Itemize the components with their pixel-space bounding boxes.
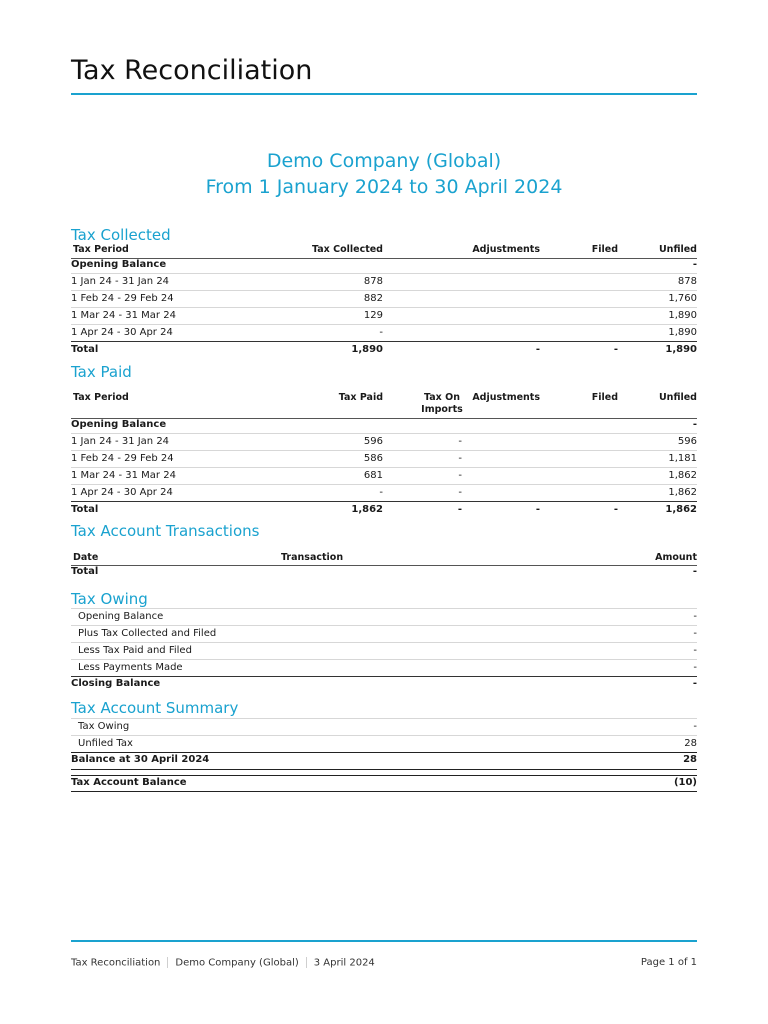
row-label: Less Tax Paid and Filed: [78, 645, 192, 656]
column-header: Unfiled: [658, 244, 697, 255]
paid-cell: -: [379, 487, 383, 498]
table-row: [71, 274, 697, 291]
collected-cell: 882: [363, 293, 383, 304]
total-unfiled: 1,862: [665, 504, 697, 515]
column-header: Filed: [591, 392, 618, 403]
unfiled-cell: 1,890: [668, 327, 697, 338]
table-header-row: [71, 552, 697, 566]
collected-cell: -: [379, 327, 383, 338]
paid-cell: 681: [363, 470, 383, 481]
account-balance-bottom-rule: [71, 791, 697, 792]
table-row: [71, 468, 697, 485]
unfiled-cell: 878: [677, 276, 697, 287]
table-row: [71, 736, 697, 753]
total-label: Total: [71, 344, 99, 355]
table-header-row: [71, 244, 697, 259]
total-filed: -: [613, 504, 618, 515]
summary-table: [71, 718, 697, 770]
table-row: [71, 485, 697, 502]
total-adjustments: -: [535, 344, 540, 355]
total-paid: 1,862: [351, 504, 383, 515]
column-header: Tax On: [424, 392, 460, 403]
page-number: Page 1 of 1: [640, 957, 697, 968]
row-label: Unfiled Tax: [78, 738, 133, 749]
table-row: [71, 719, 697, 736]
column-header: Unfiled: [658, 392, 697, 403]
unfiled-cell: 596: [677, 436, 697, 447]
tax-collected-table: [71, 244, 697, 358]
footer-separator: [306, 957, 307, 968]
row-label: Opening Balance: [71, 259, 167, 270]
imports-cell: -: [458, 470, 462, 481]
row-label: Balance at 30 April 2024: [71, 754, 210, 765]
total-collected: 1,890: [351, 344, 383, 355]
row-value: -: [693, 628, 697, 639]
footer-report-name: Tax Reconciliation: [71, 957, 161, 969]
table-row: [71, 660, 697, 677]
period-cell: 1 Apr 24 - 30 Apr 24: [71, 487, 173, 498]
period-cell: 1 Apr 24 - 30 Apr 24: [71, 327, 173, 338]
footer-divider: [71, 940, 697, 942]
total-adjustments: -: [535, 504, 540, 515]
imports-cell: -: [458, 487, 462, 498]
title-divider: [71, 93, 697, 95]
total-row: [71, 342, 697, 358]
row-label: Plus Tax Collected and Filed: [78, 628, 217, 639]
report-period: From 1 January 2024 to 30 April 2024: [205, 176, 563, 198]
row-value: 28: [684, 738, 697, 749]
unfiled-cell: 1,181: [668, 453, 697, 464]
total-row: [71, 566, 697, 580]
column-header: Tax Collected: [312, 244, 383, 255]
section-heading-tax-paid: Tax Paid: [71, 363, 132, 381]
row-label: Less Payments Made: [78, 662, 183, 673]
unfiled-cell: 1,890: [668, 310, 697, 321]
transactions-table: [71, 552, 697, 580]
table-row: [71, 291, 697, 308]
column-header: Adjustments: [472, 392, 540, 403]
period-cell: 1 Jan 24 - 31 Jan 24: [71, 436, 170, 447]
unfiled-value: -: [692, 419, 697, 430]
period-cell: 1 Feb 24 - 29 Feb 24: [71, 293, 174, 304]
row-value: -: [693, 721, 697, 732]
tax-owing-table: [71, 608, 697, 691]
unfiled-cell: 1,862: [668, 470, 697, 481]
row-label: Tax Owing: [78, 721, 130, 732]
table-row: [71, 308, 697, 325]
collected-cell: 129: [363, 310, 383, 321]
total-amount: -: [692, 566, 697, 577]
footer-company: Demo Company (Global): [175, 957, 299, 969]
column-header: Transaction: [281, 552, 344, 563]
footer-separator: [167, 957, 168, 968]
period-cell: 1 Jan 24 - 31 Jan 24: [71, 276, 170, 287]
row-value: (10): [673, 777, 697, 788]
row-value: -: [692, 678, 697, 689]
column-header: Date: [73, 552, 99, 563]
row-value: 28: [683, 754, 697, 765]
collected-cell: 878: [363, 276, 383, 287]
row-label: Closing Balance: [71, 678, 161, 689]
paid-cell: 596: [363, 436, 383, 447]
row-label: Opening Balance: [71, 419, 167, 430]
period-cell: 1 Mar 24 - 31 Mar 24: [71, 470, 176, 481]
unfiled-value: -: [692, 259, 697, 270]
opening-balance-row: [71, 259, 697, 274]
row-value: -: [693, 611, 697, 622]
row-label: Opening Balance: [78, 611, 164, 622]
row-value: -: [693, 662, 697, 673]
tax-paid-table: [71, 392, 697, 518]
closing-balance-row: [71, 677, 697, 691]
period-cell: 1 Feb 24 - 29 Feb 24: [71, 453, 174, 464]
column-header: Amount: [655, 552, 697, 563]
total-filed: -: [613, 344, 618, 355]
period-cell: 1 Mar 24 - 31 Mar 24: [71, 310, 176, 321]
page-footer: [71, 957, 697, 969]
page-title: Tax Reconciliation: [71, 55, 313, 86]
account-balance-top-rule: [71, 775, 697, 776]
column-header: Tax Period: [73, 392, 129, 403]
table-row: [71, 451, 697, 468]
column-header: Tax Period: [73, 244, 129, 255]
column-header: Tax Paid: [338, 392, 383, 403]
column-header: Adjustments: [472, 244, 540, 255]
row-value: -: [693, 645, 697, 656]
opening-balance-row: [71, 419, 697, 434]
imports-cell: -: [458, 436, 462, 447]
table-row: [71, 643, 697, 660]
total-label: Total: [71, 504, 99, 515]
total-imports: -: [457, 504, 462, 515]
table-header-row: [71, 392, 697, 419]
section-heading-tax-collected: Tax Collected: [71, 226, 171, 244]
row-label: Tax Account Balance: [71, 777, 187, 788]
table-row: [71, 609, 697, 626]
table-row: [71, 434, 697, 451]
footer-date: 3 April 2024: [313, 957, 375, 969]
company-name: Demo Company (Global): [266, 150, 502, 172]
unfiled-cell: 1,760: [668, 293, 697, 304]
total-label: Total: [71, 566, 99, 577]
balance-row: [71, 753, 697, 770]
column-header: Imports: [421, 404, 463, 415]
section-heading-tax-owing: Tax Owing: [71, 590, 148, 608]
table-row: [71, 626, 697, 643]
total-unfiled: 1,890: [665, 344, 697, 355]
section-heading-transactions: Tax Account Transactions: [71, 522, 260, 540]
table-row: [71, 325, 697, 342]
paid-cell: 586: [363, 453, 383, 464]
total-row: [71, 502, 697, 518]
account-balance-row: [71, 777, 697, 790]
imports-cell: -: [458, 453, 462, 464]
section-heading-summary: Tax Account Summary: [71, 699, 239, 717]
unfiled-cell: 1,862: [668, 487, 697, 498]
column-header: Filed: [591, 244, 618, 255]
